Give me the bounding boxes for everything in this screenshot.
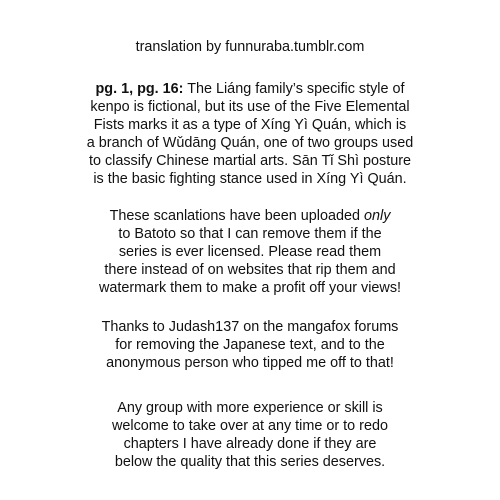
groups-paragraph: [40, 399, 460, 471]
upload-notice-paragraph: [40, 207, 460, 297]
upload-line-3: series is ever licensed. Please read them: [118, 244, 382, 260]
upload-line-2: to Batoto so that I can remove them if the: [118, 226, 382, 242]
note-line-6: is the basic fighting stance used in Xíng Yì Quán.: [93, 171, 407, 187]
upload-line-5: watermark them to make a profit off your views!: [98, 280, 402, 296]
note-line-1-text: The Liáng family’s specific style of: [183, 81, 405, 97]
note-line-3: Fists marks it as a type of Xíng Yì Quán, which is: [93, 117, 407, 133]
upload-emphasis: only: [364, 208, 391, 224]
note-line-4: a branch of Wǔdāng Quán, one of two groups used: [86, 135, 414, 151]
note-page-label: pg. 1, pg. 16:: [95, 81, 184, 97]
groups-line-3: chapters I have already done if they are: [123, 436, 377, 452]
credit-line: translation by funnuraba.tumblr.com: [135, 39, 365, 55]
translation-note-paragraph: [40, 80, 460, 188]
upload-line-1-text: These scanlations have been uploaded: [109, 208, 365, 224]
note-line-1: [40, 80, 460, 98]
thanks-paragraph: [40, 318, 460, 372]
thanks-line-2: for removing the Japanese text, and to the: [115, 337, 385, 353]
note-line-2: kenpo is fictional, but its use of the Five Elemental: [90, 99, 410, 115]
translator-credit: [40, 38, 460, 56]
upload-line-1: [40, 207, 460, 225]
groups-line-4: below the quality that this series deserves.: [114, 454, 386, 470]
thanks-line-1: Thanks to Judash137 on the mangafox forums: [101, 319, 399, 335]
thanks-line-3: anonymous person who tipped me off to that!: [106, 355, 394, 371]
note-line-5: to classify Chinese martial arts. Sān Tǐ Shì posture: [88, 153, 412, 169]
groups-line-2: welcome to take over at any time or to redo: [112, 418, 388, 434]
upload-line-4: there instead of on websites that rip them and: [104, 262, 396, 278]
groups-line-1: Any group with more experience or skill is: [117, 400, 383, 416]
